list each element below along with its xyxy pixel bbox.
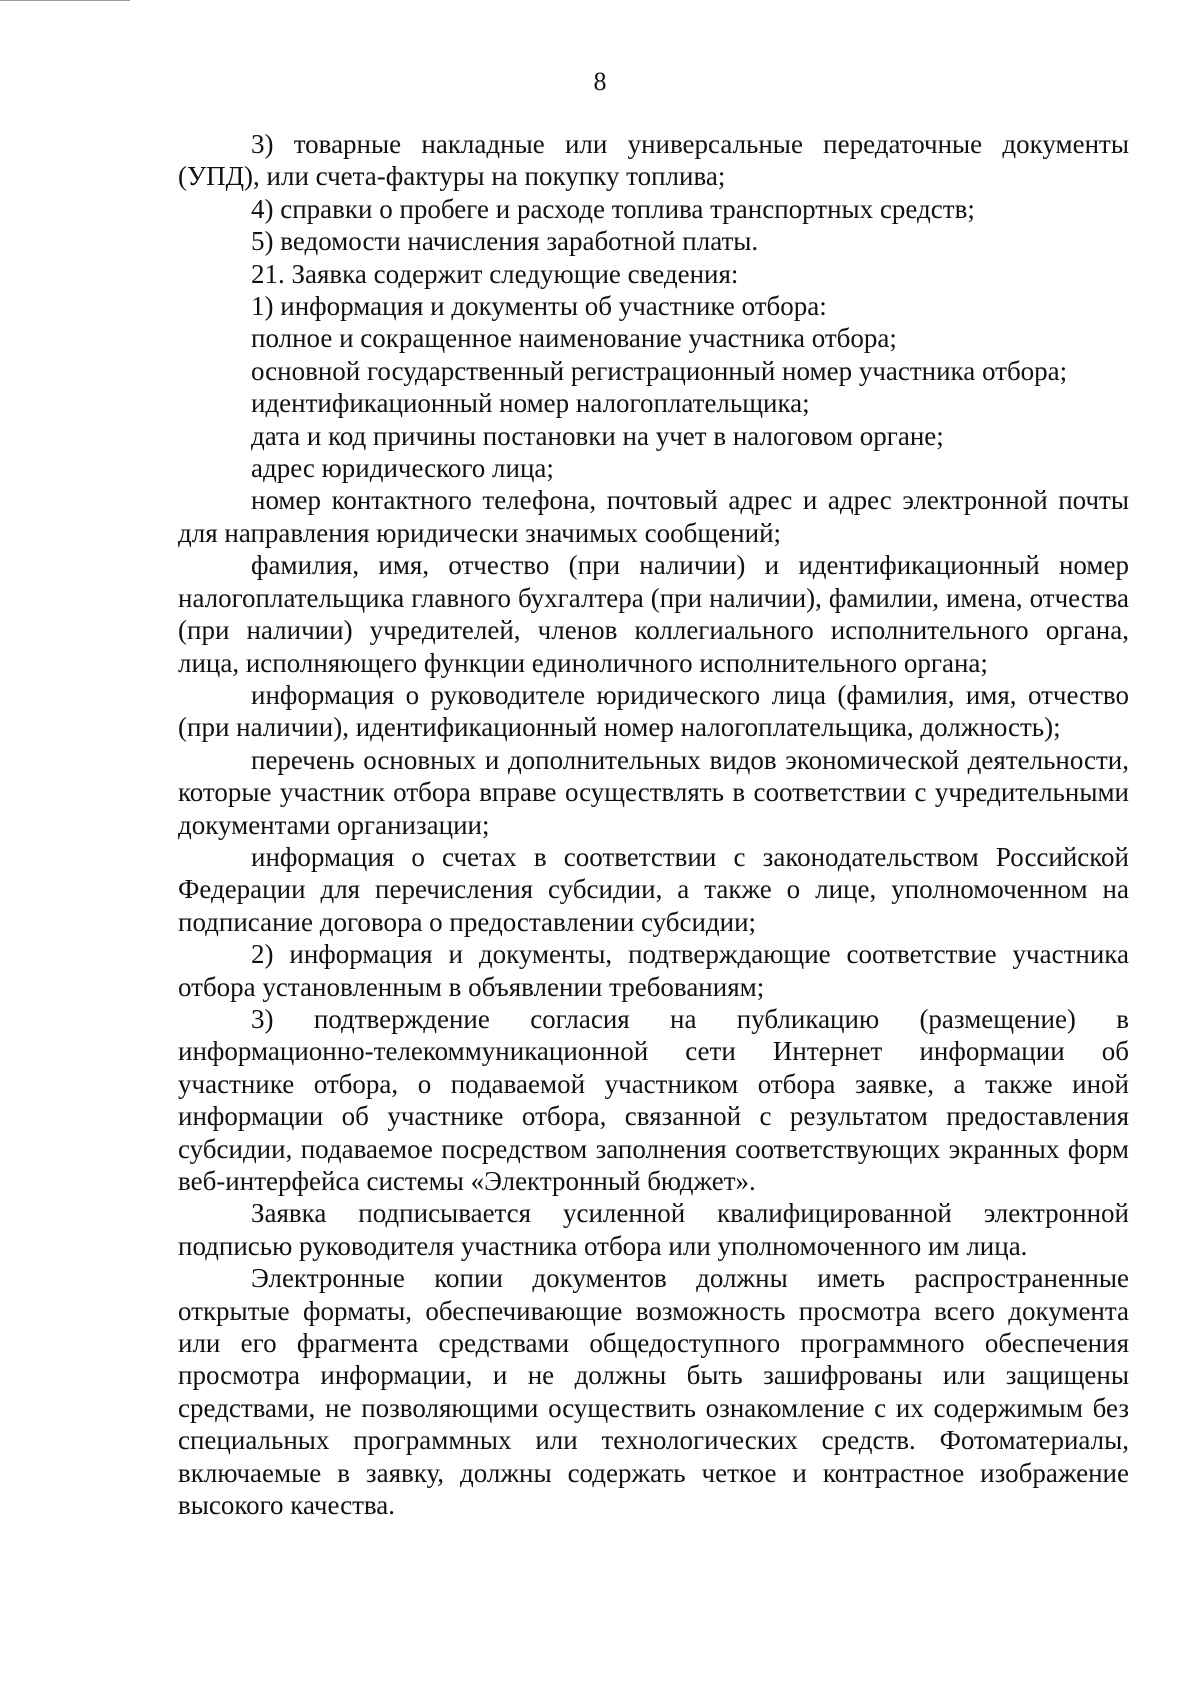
scan-edge-line	[0, 0, 130, 1]
page-number: 8	[593, 67, 607, 96]
paragraph-electronic-copies: Электронные копии документов должны иметь распространенные открытые форматы, обеспечивающие возможность просмотра всего документа или его фрагмента средствами общедоступного программного обеспечения просмотра информации, и не должны быть зашифрованы или защищены средствами, не позволяющими осуществить ознакомление с их содержимым без специальных программных или технологических средств. Фотоматериалы, включаемые в заявку, должны содержать четкое и контрастное изображение высокого качества.	[178, 1263, 1129, 1521]
paragraph-4-mileage: 4) справки о пробеге и расходе топлива транспортных средств;	[251, 193, 975, 224]
paragraph-activity-list: перечень основных и дополнительных видов экономической деятельности, которые участник отбора вправе осуществлять в соответствии с учредительными документами организации;	[178, 744, 1129, 840]
paragraph-signature: Заявка подписывается усиленной квалифицированной электронной подписью руководителя участника отбора или уполномоченного им лица.	[178, 1198, 1129, 1261]
paragraph-kpp: дата и код причины постановки на учет в налоговом органе;	[251, 420, 944, 451]
paragraph-3-invoices: 3) товарные накладные или универсальные передаточные документы (УПД), или счета-фактуры на покупку топлива;	[178, 129, 1129, 192]
paragraph-ogrn: основной государственный регистрационный номер участника отбора;	[251, 355, 1068, 386]
paragraph-2-compliance: 2) информация и документы, подтверждающие соответствие участника отбора установленным в объявлении требованиям;	[178, 939, 1129, 1002]
paragraph-participant-info: 1) информация и документы об участнике отбора:	[251, 291, 827, 322]
paragraph-5-payroll: 5) ведомости начисления заработной платы.	[251, 226, 759, 257]
paragraph-legal-address: адрес юридического лица;	[251, 453, 554, 484]
paragraph-full-name: полное и сокращенное наименование участника отбора;	[251, 323, 897, 354]
paragraph-3-consent: 3) подтверждение согласия на публикацию (размещение) в информационно-телекоммуникационной сети Интернет информации об участнике отбора, о подаваемой участником отбора заявке, а также иной информации об участнике отбора, связанной с результатом предоставления субсидии, подаваемое посредством заполнения соответствующих экранных форм веб-интерфейса системы «Электронный бюджет».	[178, 1003, 1129, 1196]
paragraph-contacts: номер контактного телефона, почтовый адрес и адрес электронной почты для направления юридически значимых сообщений;	[178, 485, 1129, 548]
paragraph-director-info: информация о руководителе юридического лица (фамилия, имя, отчество (при наличии), идентификационный номер налогоплательщика, должность);	[178, 679, 1129, 743]
paragraph-21-heading: 21. Заявка содержит следующие сведения:	[251, 258, 739, 289]
paragraph-accountant-founders: фамилия, имя, отчество (при наличии) и идентификационный номер налогоплательщика главного бухгалтера (при наличии), фамилии, имена, отчества (при наличии) учредителей, членов коллегиального исполнительного органа, лица, исполняющего функции единоличного исполнительного органа;	[178, 550, 1129, 678]
paragraph-bank-accounts: информация о счетах в соответствии с законодательством Российской Федерации для перечисления субсидии, а также о лице, уполномоченном на подписание договора о предоставлении субсидии;	[178, 841, 1129, 937]
document-body	[178, 128, 1129, 1521]
paragraph-inn: идентификационный номер налогоплательщика;	[251, 388, 810, 419]
